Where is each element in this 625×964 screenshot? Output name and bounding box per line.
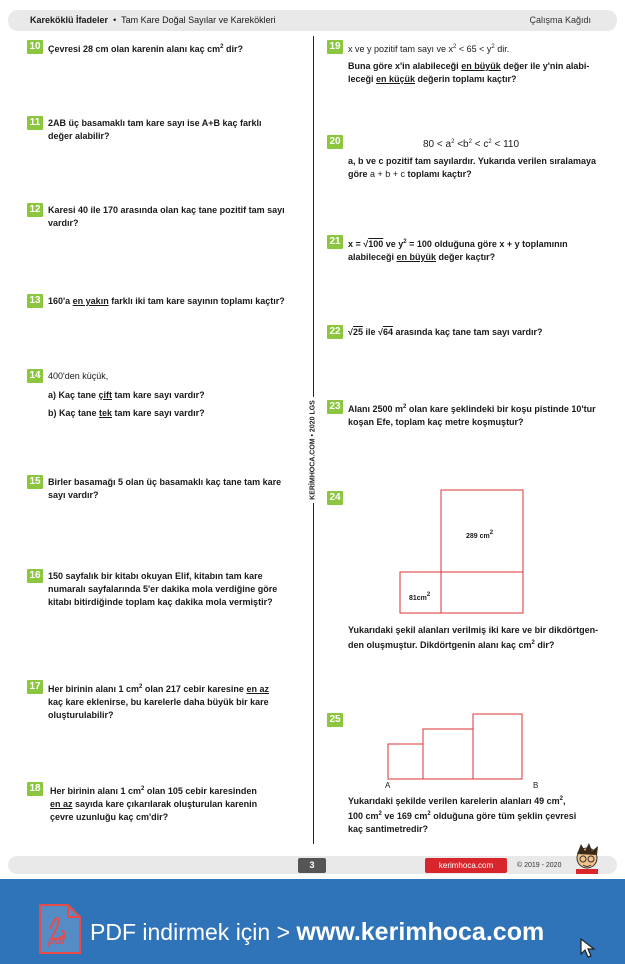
inequality: $80 < a^2 <b^2 < c^2 < 110$ xyxy=(423,139,520,150)
question-16: 16 150 sayfalık bir kitabı okuyan Elif, kitabın tam kare numaralı sayfalarında 5'er dakika mola verdiğine göre kitabı bitirdiğinde toplam kaç dakika mola vermiştir? xyxy=(27,569,312,611)
cursor-icon xyxy=(580,938,596,958)
question-18: 18 Her birinin alanı 1 $cm^2$ olan 105 cebir karesinden en az sayıda kare çıkarılarak oluşturulan karenin çevre uzunluğu kaç cm'dir? xyxy=(27,782,312,824)
point-a-label: A xyxy=(385,781,391,790)
question-14-b: b) Kaç tane tek tam kare sayı vardır? xyxy=(48,408,205,418)
big-square-label: 289 $cm^2$ xyxy=(466,530,494,540)
question-12: 12 Karesi 40 ile 170 arasında olan kaç tane pozitif tam sayı vardır? xyxy=(27,203,307,233)
page-header xyxy=(8,10,617,31)
header-subtitle: Tam Kare Doğal Sayılar ve Karekökleri xyxy=(121,15,276,25)
question-number: 20 xyxy=(327,135,343,149)
mascot-icon xyxy=(572,842,602,874)
question-23: 23 Alanı 2500 $m^2$ olan kare şeklindeki bir koşu pistinde 10'tur koşan Efe, toplam kaç metre koşmuştur? xyxy=(327,400,612,432)
question-14: 14 400'den küçük, a) Kaç tane çift tam kare sayı vardır? b) Kaç tane tek tam kare sayı vardır? xyxy=(27,369,307,424)
header-topic: Kareköklü İfadeler xyxy=(30,15,109,25)
question-13: 13 160'a en yakın farklı iki tam kare sayının toplamı kaçtır? xyxy=(27,294,307,314)
vertical-watermark: KERİMHOCA.COM • 2020 LGS xyxy=(307,390,319,510)
small-square-label: $81cm^2$ xyxy=(409,592,431,602)
question-15: 15 Birler basamağı 5 olan üç basamaklı kaç tane tam kare sayı vardır? xyxy=(27,475,307,505)
question-number: 24 xyxy=(327,491,343,505)
question-number: 19 xyxy=(327,40,343,54)
question-11: 11 2AB üç basamaklı tam kare sayı ise A+B kaç farklı değer alabilir? xyxy=(27,116,307,146)
question-24-text: Yukarıdaki şekil alanları verilmiş iki kare ve bir dikdörtgen- den oluşmuştur. Dikdörtgenin alanı kaç $cm^2$ dir? xyxy=(348,625,599,650)
brand-badge[interactable]: kerimhoca.com xyxy=(425,858,507,873)
question-22: 22 √25 ile √64 arasında kaç tane tam sayı vardır? xyxy=(327,325,612,345)
point-b-label: B xyxy=(533,781,539,790)
question-number: 10 xyxy=(27,40,43,54)
question-19: 19 x ve y pozitif tam sayı ve $x^2 < 65 < y^2$ dir. Buna göre x'in alabileceği en büyük değer ile y'nin alabi- leceği en küçük değerin toplamı kaçtır? xyxy=(327,40,612,88)
banner-prefix: PDF indirmek için > xyxy=(90,919,297,945)
header-right: Çalışma Kağıdı xyxy=(529,15,591,25)
copyright: © 2019 - 2020 xyxy=(517,862,562,869)
question-number: 21 xyxy=(327,235,343,249)
question-number: 15 xyxy=(27,475,43,489)
banner-url[interactable]: www.kerimhoca.com xyxy=(296,918,545,946)
question-17: 17 Her birinin alanı 1 $cm^2$ olan 217 cebir karesine en az kaç kare eklenirse, bu karelerle daha büyük bir kare oluşturulabilir? xyxy=(27,680,312,722)
question-number: 18 xyxy=(27,782,43,796)
question-21: 21 x = √100 ve $y^2 = 100$ olduğuna göre x + y toplamının alabileceği en büyük değer kaçtır? xyxy=(327,235,612,267)
pdf-icon-label: pdf xyxy=(48,935,66,947)
question-number: 13 xyxy=(27,294,43,308)
question-14-a: a) Kaç tane çift tam kare sayı vardır? xyxy=(48,390,205,400)
banner-text[interactable] xyxy=(90,917,544,947)
question-number: 11 xyxy=(27,116,43,130)
question-number: 23 xyxy=(327,400,343,414)
question-number: 12 xyxy=(27,203,43,217)
header-left: Kareköklü İfadeler • Tam Kare Doğal Sayılar ve Karekökleri xyxy=(30,15,276,25)
question-number: 17 xyxy=(27,680,43,694)
question-number: 16 xyxy=(27,569,43,583)
question-number: 25 xyxy=(327,713,343,727)
question-25-text: Yukarıdaki şekilde verilen karelerin alanları 49 $cm^2$, 100 $cm^2$ ve 169 $cm^2$ olduğuna göre tüm şeklin çevresi kaç santimetredir? xyxy=(348,796,577,834)
question-number: 14 xyxy=(27,369,43,383)
question-number: 22 xyxy=(327,325,343,339)
page-number: 3 xyxy=(298,858,326,873)
figure-three-squares xyxy=(386,712,524,780)
question-20: 20 $80 < a^2 <b^2 < c^2 < 110$ a, b ve c pozitif tam sayılardır. Yukarıda verilen sıralamaya göre a + b + c toplamı kaçtır? xyxy=(327,135,612,183)
question-10: 10 Çevresi 28 cm olan karenin alanı kaç $cm^2$ dir? xyxy=(27,40,307,60)
